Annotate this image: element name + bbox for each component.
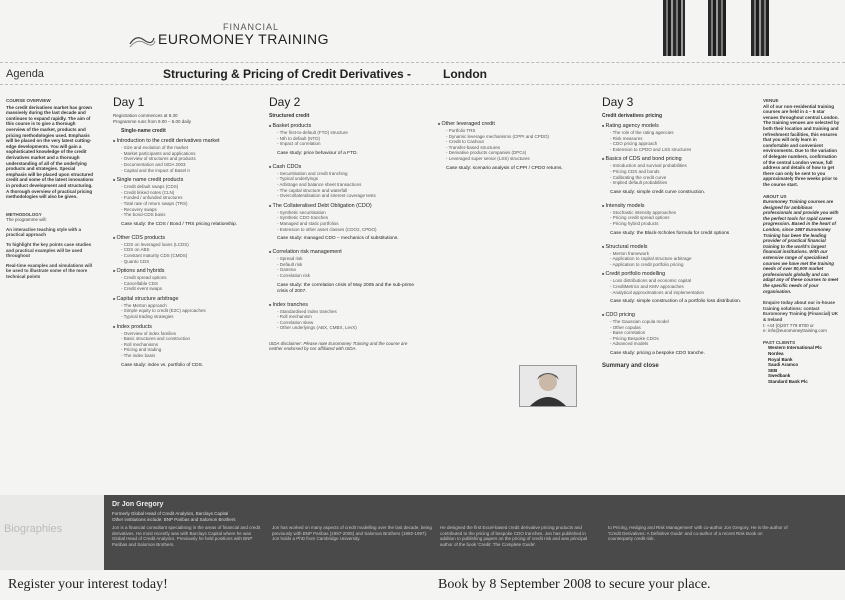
agenda-subtopic: - Overcollateralisation and interest coverage tests [269, 193, 419, 199]
agenda-subtopic: - The bond-CDS basis [113, 212, 258, 218]
bio-heading-area [0, 495, 104, 570]
bio-heading: Biographies [4, 523, 63, 535]
agenda-topic: ■ Correlation risk management [269, 248, 419, 256]
agenda-topic: ■ Rating agency models [602, 122, 752, 130]
agenda-subtopic: - Credit spread options [113, 275, 258, 281]
day3-section: Credit derivatives pricing [602, 113, 663, 119]
agenda-subtopic: - Spread risk [269, 256, 419, 262]
agenda-subtopic: - Derivative products companies (DPCs) [438, 150, 588, 156]
agenda-subtopic: - Advanced models [602, 341, 752, 347]
agenda-topic: ■ Basket products [269, 122, 419, 130]
agenda-subtopic: - Nth to default (NTD) [269, 136, 419, 142]
header-photo-2 [708, 0, 726, 56]
day3-label: Day 3 [602, 95, 634, 109]
bio-section [0, 495, 845, 570]
method-point: Real-time examples and simulations will be used to illustrate some of the more technical points [6, 262, 93, 280]
day1-column [113, 95, 258, 375]
agenda-subtopic: - Default risk [269, 262, 419, 268]
book-text: Book by 8 September 2008 to secure your place. [438, 577, 711, 592]
agenda-subtopic: - Implied default probabilities [602, 180, 752, 186]
overview-text: The credit derivatives market has grown massively during the last decade and continues to expand rapidly. The aim of this course is to give a thorough overview of the market, products and pricing methodologies used. Emphasis will be placed on the very latest cutting-edge developments. You will gain a sophisticated knowledge of the credit derivatives market and a thorough understanding of all of the underlying products and strategies. Special emphasis will be placed upon structured credit and some of the latest innovations in product development and structuring. A thorough overview of practical pricing methodologies will also be given. [6, 104, 94, 200]
brand-name: EUROMONEY TRAINING [158, 31, 330, 47]
agenda-subtopic: - Credit to Cashout [438, 139, 588, 145]
bio-name: Dr Jon Gregory [112, 501, 164, 508]
agenda-subtopic: - Calibrating the credit curve [602, 175, 752, 181]
agenda-topic: ■ Index products [113, 323, 258, 331]
agenda-subtopic: - The first-to-default (FTD) structure [269, 130, 419, 136]
agenda-subtopic: - CreditMetrics and KMV approaches [602, 284, 752, 290]
agenda-subtopic: - Introduction and survival probabilities [602, 163, 752, 169]
day3-column [602, 95, 752, 369]
header-photo-1 [663, 0, 685, 56]
agenda-subtopic: - Application to capital structure arbitrage [602, 256, 752, 262]
contact-email[interactable]: e: info@euromoneytraining.com [763, 328, 827, 334]
agenda-subtopic: - Capital and the impact of Basel II [113, 168, 258, 174]
overview-heading: COURSE OVERVIEW [6, 98, 51, 103]
brand-small: FINANCIAL [223, 22, 280, 32]
day1-intro: Registration commences at 8.30 [113, 113, 178, 118]
client-item: Western International Plc [768, 345, 822, 351]
client-item: Saudi Aramco [768, 362, 799, 368]
bio-line2: Other institutions include: BNP Paribas and Salomon Brothers [112, 517, 236, 522]
summary-close: Summary and close [602, 363, 659, 370]
header-divider [0, 62, 845, 63]
agenda-label: Agenda [6, 68, 44, 80]
agenda-subtopic: - Extension to other asset classes (CDO2, CPDO) [269, 227, 419, 233]
about-heading: ABOUT US [763, 193, 787, 199]
agenda-topic: ■ Index tranches [269, 301, 419, 309]
agenda-subtopic: - Analytical approximations and implementation [602, 290, 752, 296]
agenda-subtopic: - Cancellable CDS [113, 281, 258, 287]
day2-section: Structured credit [269, 113, 310, 119]
case-study: Case study: price behaviour of a FTD. [277, 150, 358, 156]
agenda-subtopic: - Total rate of return swaps (TRS) [113, 201, 258, 207]
agenda-subtopic: - Roll mechanism [269, 314, 419, 320]
bio-panel [104, 495, 845, 570]
agenda-subtopic: - Leveraged super senior (LSS) structures [438, 156, 588, 162]
agenda-subtopic: - Basic structures and construction [113, 336, 258, 342]
agenda-subtopic: - Stochastic intensity approaches [602, 210, 752, 216]
agenda-subtopic: - Arbitrage and balance sheet transactions [269, 182, 419, 188]
agenda-subtopic: - The index basis [113, 353, 258, 359]
agenda-subtopic: - Portfolio TRS [438, 128, 588, 134]
method-point: To highlight the key points case studies and practical examples will be used throughout [6, 242, 92, 259]
agenda-topic: ■ Cash CDOs [269, 163, 419, 171]
agenda-subtopic: - Impact of correlation [269, 141, 419, 147]
agenda-topic: ■ The Collateralised Debt Obligation (CDO) [269, 202, 419, 210]
agenda-subtopic: - Standardised index tranches [269, 309, 419, 315]
agenda-subtopic: - Simple equity to credit (E2C) approaches [113, 308, 258, 314]
agenda-subtopic: - Size and evolution of the market [113, 145, 258, 151]
day2-label: Day 2 [269, 95, 301, 109]
sidebar [763, 98, 841, 385]
bio-col2: Jon has worked on many aspects of credit modelling over the last decade, being previously with BNP Paribas (1997-2005) and Salomon Brothers (1992-1997). Jon holds a PhD from Cambridge University. [272, 525, 432, 542]
course-overview [6, 98, 94, 280]
agenda-subtopic: - Pricing hybrid products [602, 221, 752, 227]
agenda-subtopic: - Application to credit portfolio pricing [602, 262, 752, 268]
venue-text: All of our non-residential training courses are held in 4 – 5 star venues throughout central London. The training venues are selected by both their location and training and refreshment facilities, this ensures that you will only learn in comfortable and convenient environments. Due to the variation of delegate numbers, confirmation of the central London venue, full address and details of how to get there can only be sent to you approximately three weeks prior to the course start. [763, 103, 840, 187]
agenda-subtopic: - Merton framework [602, 251, 752, 257]
agenda-subtopic: - Pricing Bespoke CDOs [602, 336, 752, 342]
mid-column [438, 117, 588, 178]
agenda-topic: ■ Options and hybrids [113, 267, 258, 275]
client-item: Standard Bank Plc [768, 378, 808, 384]
title-divider [0, 84, 845, 85]
brand-logo [128, 22, 330, 52]
agenda-topic: ■ Capital structure arbitrage [113, 295, 258, 303]
bio-col3: He designed the first Excel-based credit derivative pricing products and contributed to the pricing of bespoke CDO tranches. Jon has published in addition to publishing papers on the pricing of credit risk and was principal author of the book 'Credit: The Complete Guide'. [440, 525, 588, 547]
presenter-photo [519, 365, 577, 407]
agenda-subtopic: - CDS on ABS [113, 247, 258, 253]
case-study: Case study: managed CDO – mechanics of substitutions. [277, 236, 399, 242]
agenda-subtopic: - Synthetic securitisation [269, 210, 419, 216]
swirl-logo-icon [128, 32, 156, 50]
case-study: Case study: the correlation crisis of May 2005 and the sub-prime crisis of 2007. [277, 282, 415, 294]
methodology-intro: The programme will: [6, 217, 47, 223]
bio-line1: Formerly Global Head of Credit Analytics, Barclays Capital [112, 511, 229, 516]
day1-section: Single-name credit [121, 128, 166, 135]
agenda-subtopic: - CDO pricing approach [602, 141, 752, 147]
register-text: Register your interest today! [8, 577, 168, 592]
client-item: Swedbank [768, 373, 791, 379]
person-photo-icon [520, 366, 576, 406]
agenda-subtopic: - Other copulas [602, 325, 752, 331]
agenda-subtopic: - Funded / unfunded structures [113, 195, 258, 201]
client-item: Royal Bank [768, 356, 793, 362]
agenda-subtopic: - Credit event swaps [113, 286, 258, 292]
agenda-subtopic: - Securitisation and credit tranching [269, 171, 419, 177]
agenda-subtopic: - Correlation risk [269, 273, 419, 279]
agenda-subtopic: - The capital structure and waterfall [269, 188, 419, 194]
agenda-subtopic: - Base correlation [602, 330, 752, 336]
agenda-subtopic: - Synthetic CDO tranches [269, 215, 419, 221]
agenda-subtopic: - Managed and static portfolios [269, 221, 419, 227]
agenda-subtopic: - Pricing and trading [113, 347, 258, 353]
agenda-topic: ■ Intensity models [602, 202, 752, 210]
agenda-subtopic: - Correlation skew [269, 320, 419, 326]
agenda-subtopic: - Market participants and applications [113, 151, 258, 157]
agenda-topic: ■ Other leveraged credit [438, 120, 588, 128]
agenda-subtopic: - Loss distributions and economic capital [602, 278, 752, 284]
header-photo-3 [751, 0, 769, 56]
agenda-subtopic: - Other underlyings (ABX, CMBX, LevX) [269, 325, 419, 331]
case-study: Case study: pricing a bespoke CDO tranche. [610, 351, 705, 357]
agenda-subtopic: - Gamma [269, 267, 419, 273]
agenda-subtopic: - Risk measures [602, 136, 752, 142]
agenda-subtopic: - The Gaussian copula model [602, 319, 752, 325]
clients-heading: PAST CLIENTS [763, 339, 796, 345]
page-city: London [443, 67, 487, 81]
case-study: Case study: index vs. portfolio of CDS. [121, 362, 204, 368]
bio-col1: Jon is a financial consultant specialising in the areas of financial and credit derivatives. He most recently was with Barclays Capital where he was Global Head of Credit Analytics. Previously he held positions with BNP Paribas and Salomon Brothers. [112, 525, 261, 547]
page-title: Structuring & Pricing of Credit Derivatives - [163, 67, 412, 81]
agenda-subtopic: - Extension to CPDO and LSS structures [602, 147, 752, 153]
agenda-subtopic: - Documentation and ISDA 2003 [113, 162, 258, 168]
case-study: Case study: simple credit curve construction. [610, 189, 706, 195]
contact-phone: t: +44 (0)207 779 8700 or [763, 322, 814, 328]
case-study: Case study: the Black-Scholes formula for credit options [610, 230, 730, 236]
agenda-subtopic: - Recovery swaps [113, 207, 258, 213]
agenda-subtopic: - Overview of index families [113, 331, 258, 337]
agenda-subtopic: - Pricing credit spread options [602, 215, 752, 221]
isda-disclaimer: ISDA disclaimer: Please note Euromoney Training and the course are neither endorsed by nor affiliated with ISDA. [269, 340, 408, 352]
client-item: Nordea [768, 350, 784, 356]
agenda-subtopic: - Pricing CDS and bonds [602, 169, 752, 175]
about-text: Euromoney Training courses are designed for ambitious professionals and provide you with the perfect tools for rapid career progression. Based in the heart of London, since 1987 Euromoney Training has been the leading provider of practical financial training to the world's largest financial institutions. With our extensive range of specialised courses we have met the training needs of over 80,000 market professionals globally and can adapt any of these courses to meet the specific needs of your organisation. [763, 199, 839, 294]
day1-intro: Programme runs from 9.00 – 5.00 daily [113, 118, 192, 124]
case-study: Case study: the CDS / Bond / TRS pricing relationship. [121, 221, 238, 227]
agenda-topic: ■ CDO pricing [602, 311, 752, 319]
agenda-subtopic: - Credit linked notes (CLN) [113, 190, 258, 196]
method-point: An interactive teaching style with a practical approach [6, 226, 82, 238]
agenda-subtopic: - Quanto CDS [113, 259, 258, 265]
agenda-subtopic: - CDS on leveraged loans (LCDS) [113, 242, 258, 248]
agenda-topic: ■ Basics of CDS and bond pricing [602, 155, 752, 163]
inhouse-text: Enquire today about our in-house training solutions: contact Euromoney Training (Financial) UK & Ireland [763, 300, 839, 322]
agenda-topic: ■ Credit portfolio modelling [602, 270, 752, 278]
agenda-subtopic: - Transfer-based structures [438, 145, 588, 151]
agenda-subtopic: - Constant maturity CDS (CMDS) [113, 253, 258, 259]
agenda-topic: ■ Single name credit products [113, 176, 258, 184]
case-study: Case study: scenario analysis of CPPI / CPDO returns. [446, 165, 563, 171]
agenda-subtopic: - Roll mechanisms [113, 342, 258, 348]
agenda-subtopic: - Typical trading strategies [113, 314, 258, 320]
agenda-topic: ■ Structural models [602, 243, 752, 251]
agenda-topic: ■ Other CDS products [113, 234, 258, 242]
agenda-topic: ■ Introduction to the credit derivatives market [113, 137, 258, 145]
client-item: SEB [768, 367, 778, 373]
methodology-heading: METHODOLOGY [6, 211, 42, 217]
agenda-subtopic: - Credit default swaps (CDS) [113, 184, 258, 190]
venue-heading: VENUE [763, 98, 779, 103]
agenda-subtopic: - The role of the rating agencies [602, 130, 752, 136]
day2-column [269, 95, 419, 352]
day1-label: Day 1 [113, 95, 145, 109]
case-study: Case study: simple construction of a portfolio loss distribution. [610, 299, 742, 305]
agenda-subtopic: - Overview of structures and products [113, 156, 258, 162]
bio-col4: to Pricing, Hedging and Risk Management' with co-author Jon Gregory. He is the author of 'Credit Derivatives: A Definitive Guide' and co-author of a recent Risk Book on counterparty credit risk. [608, 525, 788, 542]
agenda-subtopic: - Dynamic leverage mechanisms (CPPI and CPDO) [438, 134, 588, 140]
agenda-subtopic: - The Merton approach [113, 303, 258, 309]
agenda-subtopic: - Typical underlyings [269, 176, 419, 182]
